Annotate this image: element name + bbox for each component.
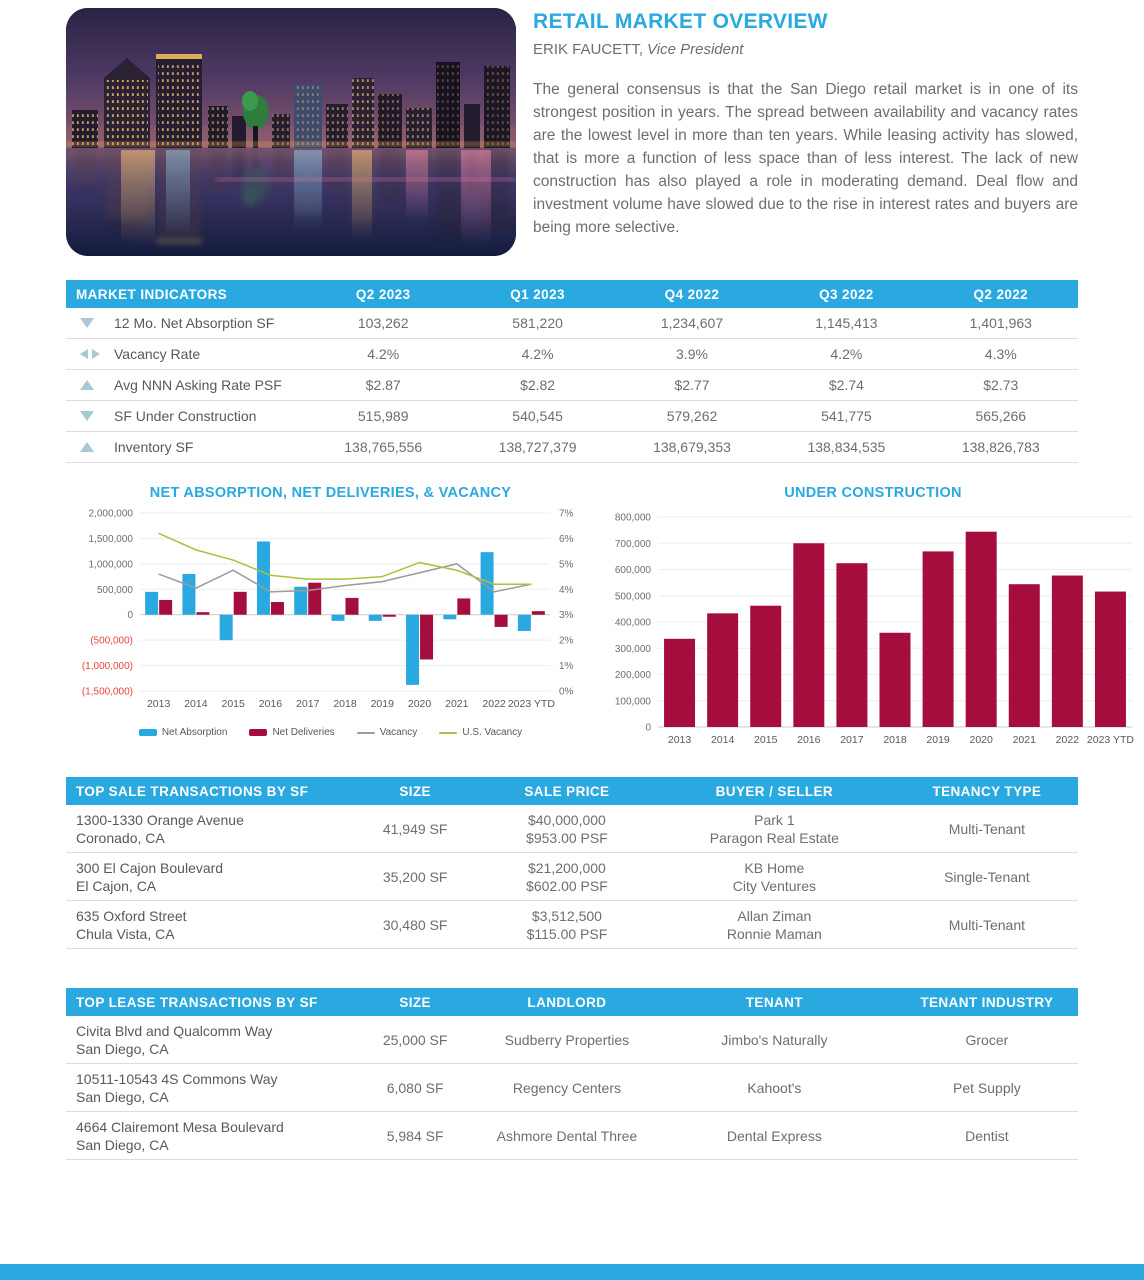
svg-text:2020: 2020 (969, 734, 993, 746)
indicator-label: 12 Mo. Net Absorption SF (114, 315, 275, 331)
svg-text:2022: 2022 (482, 698, 506, 710)
tenancy-type: Single-Tenant (944, 868, 1030, 885)
indicator-value: 138,826,783 (961, 439, 1040, 455)
svg-text:2021: 2021 (445, 698, 469, 710)
indicator-value: 4.2% (521, 346, 554, 362)
legend-label: Vacancy (379, 727, 418, 738)
chart-legend (66, 727, 595, 738)
lease-table-header (66, 988, 1078, 1016)
property-address: 10511-10543 4S Commons Way (76, 1070, 278, 1087)
buyer: Allan Ziman (737, 907, 812, 924)
us-vacancy-line-swatch-icon (439, 732, 457, 734)
indicators-title: MARKET INDICATORS (76, 286, 228, 302)
landlord: Regency Centers (512, 1079, 621, 1096)
tenancy-type: Multi-Tenant (948, 916, 1026, 933)
indicator-value: 4.3% (984, 346, 1017, 362)
indicator-value: 579,262 (666, 408, 718, 424)
quarter-header: Q2 2022 (973, 286, 1029, 302)
charts-section (66, 485, 1140, 756)
table-row (66, 901, 1078, 949)
sale-price: $21,200,000 (527, 859, 606, 876)
tenant-industry: Dentist (965, 1127, 1009, 1144)
indicator-value: 3.9% (676, 346, 708, 362)
svg-text:100,000: 100,000 (614, 696, 651, 708)
property-city: Coronado, CA (76, 829, 165, 846)
svg-text:2,000,000: 2,000,000 (88, 508, 133, 520)
skyline-photo-illustration (66, 8, 516, 256)
page-title: RETAIL MARKET OVERVIEW (533, 10, 828, 33)
legend-label: Net Deliveries (272, 727, 335, 738)
svg-text:2016: 2016 (258, 698, 283, 710)
svg-text:2018: 2018 (883, 734, 907, 746)
landlord: Sudberry Properties (504, 1031, 630, 1048)
svg-text:1,500,000: 1,500,000 (88, 533, 133, 545)
tenant-industry: Pet Supply (953, 1079, 1021, 1096)
svg-text:2023 YTD: 2023 YTD (1086, 734, 1135, 746)
tenant: Dental Express (726, 1127, 822, 1144)
column-header: TOP SALE TRANSACTIONS BY SF (76, 783, 309, 799)
indicator-value: 515,989 (357, 408, 409, 424)
svg-text:2021: 2021 (1012, 734, 1036, 746)
table-row (66, 1064, 1078, 1112)
sale-size: 41,949 SF (382, 820, 448, 837)
lease-size: 6,080 SF (386, 1079, 444, 1096)
sale-price: $3,512,500 (531, 907, 602, 924)
svg-text:7%: 7% (559, 508, 574, 520)
market-indicators-table (66, 280, 1078, 463)
sale-psf: $602.00 PSF (526, 877, 608, 894)
net-absorption-swatch-icon (139, 729, 157, 736)
legend-item (357, 727, 418, 738)
svg-text:0%: 0% (559, 686, 574, 698)
indicator-value: 581,220 (512, 315, 563, 331)
seller: Ronnie Maman (726, 925, 822, 942)
indicator-value: 1,234,607 (660, 315, 724, 331)
tenant: Jimbo's Naturally (721, 1031, 828, 1048)
chart-title-under-construction: UNDER CONSTRUCTION (784, 485, 962, 501)
byline (533, 41, 1078, 58)
indicator-label: Inventory SF (114, 439, 194, 455)
svg-text:2015: 2015 (221, 698, 245, 710)
svg-text:3%: 3% (559, 610, 574, 622)
indicator-value: 540,545 (512, 408, 563, 424)
seller: City Ventures (732, 877, 816, 894)
svg-text:500,000: 500,000 (614, 591, 651, 603)
trend-flat-icon (80, 349, 100, 359)
svg-text:2014: 2014 (710, 734, 735, 746)
landlord: Ashmore Dental Three (496, 1127, 638, 1144)
author-title: Vice President (647, 41, 744, 58)
property-address: Civita Blvd and Qualcomm Way (76, 1022, 273, 1039)
svg-text:(500,000): (500,000) (90, 635, 133, 647)
table-row (66, 805, 1078, 853)
table-row (66, 432, 1078, 463)
svg-text:300,000: 300,000 (614, 643, 651, 655)
indicator-value: 1,145,413 (815, 315, 878, 331)
footer-bar (0, 1264, 1144, 1280)
indicator-value: $2.77 (674, 377, 710, 393)
svg-text:2013: 2013 (146, 698, 171, 710)
svg-text:2%: 2% (559, 635, 574, 647)
vacancy-line-swatch-icon (357, 732, 375, 734)
sale-psf: $953.00 PSF (526, 829, 608, 846)
quarter-header: Q4 2022 (664, 286, 720, 302)
indicator-value: 4.2% (830, 346, 863, 362)
svg-text:1,000,000: 1,000,000 (88, 559, 133, 571)
indicator-value: $2.74 (828, 377, 864, 393)
intro-block (533, 8, 1078, 239)
svg-text:200,000: 200,000 (614, 670, 651, 681)
sales-table-header (66, 777, 1078, 805)
indicator-value: $2.87 (365, 377, 401, 393)
tenancy-type: Multi-Tenant (948, 820, 1026, 837)
indicator-value: 103,262 (357, 315, 409, 331)
svg-text:0: 0 (127, 610, 133, 622)
property-city: El Cajon, CA (76, 877, 157, 894)
trend-down-icon (80, 411, 100, 421)
indicator-value: 138,765,556 (344, 439, 423, 455)
svg-text:800,000: 800,000 (614, 512, 651, 524)
indicator-value: 4.2% (367, 346, 400, 362)
net-absorption-chart-canvas (66, 503, 595, 724)
svg-text:(1,000,000): (1,000,000) (81, 661, 133, 673)
legend-label: Net Absorption (161, 727, 228, 738)
table-row (66, 1112, 1078, 1160)
svg-text:500,000: 500,000 (96, 584, 133, 596)
indicator-value: $2.73 (983, 377, 1019, 393)
author-name: ERIK FAUCETT, (533, 41, 644, 58)
top-sale-transactions-table (66, 777, 1078, 949)
header-section (66, 8, 1078, 256)
indicator-label: Avg NNN Asking Rate PSF (114, 377, 282, 393)
column-header: TOP LEASE TRANSACTIONS BY SF (76, 994, 318, 1010)
table-row (66, 339, 1078, 370)
top-lease-transactions-table (66, 988, 1078, 1160)
tenant: Kahoot's (747, 1079, 802, 1096)
skyline-photo (66, 8, 516, 256)
buyer: Park 1 (754, 811, 795, 828)
svg-text:2020: 2020 (407, 698, 432, 710)
svg-text:4%: 4% (559, 584, 574, 596)
svg-text:2016: 2016 (797, 734, 821, 746)
svg-text:2015: 2015 (754, 734, 778, 746)
sale-psf: $115.00 PSF (526, 925, 608, 942)
tenant-industry: Grocer (965, 1031, 1009, 1048)
svg-text:2022: 2022 (1055, 734, 1080, 746)
svg-text:2019: 2019 (370, 698, 394, 710)
under-construction-chart (606, 485, 1140, 756)
svg-text:6%: 6% (559, 533, 574, 545)
svg-text:2017: 2017 (840, 734, 864, 746)
overview-paragraph: The general consensus is that the San Diego retail market is in one of its strongest position in years. The spread between availability and vacancy rates are the lowest level in more than ten years. While leasing activity has slowed, that is more a function of less space than of less interest. The lack of new construction has also played a role in moderating demand. Deal flow and investment volume have slowed due to the rise in interest rates and buyers are being more selective. (533, 81, 1078, 236)
svg-text:400,000: 400,000 (614, 617, 651, 629)
column-header: TENANCY TYPE (932, 783, 1042, 799)
indicator-value: 138,679,353 (653, 439, 731, 455)
svg-text:2017: 2017 (296, 698, 320, 710)
market-indicators-header (66, 280, 1078, 308)
trend-down-icon (80, 318, 100, 328)
column-header: SIZE (399, 783, 431, 799)
property-city: Chula Vista, CA (76, 925, 175, 942)
net-absorption-chart-svg (66, 503, 595, 719)
trend-up-icon (80, 380, 100, 390)
sale-price: $40,000,000 (527, 811, 606, 828)
svg-text:0: 0 (645, 722, 651, 734)
legend-item (439, 727, 522, 738)
seller: Paragon Real Estate (709, 829, 839, 846)
under-construction-chart-svg (606, 503, 1140, 751)
property-address: 4664 Clairemont Mesa Boulevard (76, 1118, 284, 1135)
column-header: TENANT INDUSTRY (920, 994, 1054, 1010)
quarter-header: Q1 2023 (510, 286, 565, 302)
property-address: 300 El Cajon Boulevard (76, 859, 224, 876)
indicator-value: 1,401,963 (969, 315, 1032, 331)
table-row (66, 1016, 1078, 1064)
property-address: 1300-1330 Orange Avenue (76, 811, 244, 828)
trend-up-icon (80, 442, 100, 452)
property-city: San Diego, CA (76, 1088, 169, 1105)
under-construction-chart-canvas (606, 503, 1140, 756)
legend-item (249, 727, 334, 738)
table-row (66, 401, 1078, 432)
indicator-value: 138,727,379 (498, 439, 577, 455)
indicator-label: Vacancy Rate (114, 346, 201, 362)
sale-size: 30,480 SF (382, 916, 448, 933)
sale-size: 35,200 SF (382, 868, 448, 885)
column-header: SALE PRICE (524, 783, 610, 799)
buyer: KB Home (744, 859, 805, 876)
svg-text:700,000: 700,000 (614, 538, 651, 550)
table-row (66, 370, 1078, 401)
quarter-header: Q2 2023 (355, 286, 411, 302)
indicator-value: 565,266 (975, 408, 1027, 424)
chart-title-net-absorption: NET ABSORPTION, NET DELIVERIES, & VACANCY (149, 485, 512, 501)
lease-size: 25,000 SF (382, 1031, 448, 1048)
column-header: SIZE (399, 994, 431, 1010)
table-row (66, 853, 1078, 901)
column-header: BUYER / SELLER (715, 783, 834, 799)
svg-text:2023 YTD: 2023 YTD (507, 698, 555, 710)
svg-text:(1,500,000): (1,500,000) (81, 686, 133, 698)
indicator-value: $2.82 (520, 377, 556, 393)
svg-text:2013: 2013 (667, 734, 692, 746)
indicator-value: 541,775 (821, 408, 872, 424)
net-absorption-chart (66, 485, 595, 756)
table-row (66, 308, 1078, 339)
svg-text:600,000: 600,000 (614, 565, 651, 576)
net-deliveries-swatch-icon (249, 729, 267, 736)
svg-text:2018: 2018 (333, 698, 357, 710)
svg-text:2014: 2014 (184, 698, 208, 710)
column-header: LANDLORD (527, 994, 607, 1010)
column-header: TENANT (745, 994, 803, 1010)
svg-text:2019: 2019 (926, 734, 950, 746)
indicator-label: SF Under Construction (114, 408, 257, 424)
svg-text:1%: 1% (559, 661, 574, 673)
legend-item (139, 727, 228, 738)
property-address: 635 Oxford Street (76, 907, 187, 924)
quarter-header: Q3 2022 (819, 286, 874, 302)
property-city: San Diego, CA (76, 1040, 169, 1057)
lease-size: 5,984 SF (386, 1127, 444, 1144)
legend-label: U.S. Vacancy (462, 727, 523, 738)
svg-text:5%: 5% (559, 559, 574, 571)
indicator-value: 138,834,535 (807, 439, 886, 455)
property-city: San Diego, CA (76, 1136, 169, 1153)
